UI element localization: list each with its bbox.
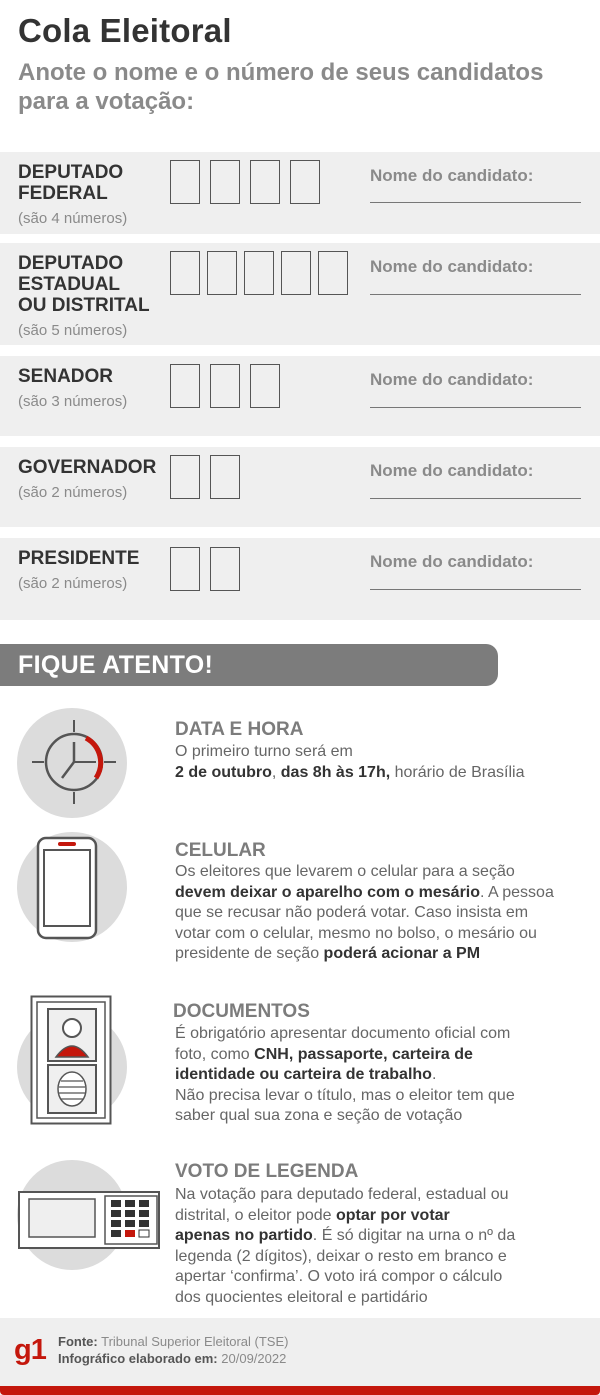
tip-emphasis: devem deixar o aparelho com o mesário <box>175 883 481 901</box>
candidate-name-field[interactable] <box>370 202 581 203</box>
page-subtitle: Anote o nome e o número de seus candidatos para a votação: <box>18 59 544 115</box>
digit-box[interactable] <box>170 455 200 499</box>
tip-run: . A pessoa <box>480 883 554 901</box>
tip-line <box>175 903 554 924</box>
tip-emphasis: identidade ou carteira de trabalho <box>175 1066 432 1083</box>
digit-box[interactable] <box>250 160 280 204</box>
office-label-line: GOVERNADOR <box>18 457 157 478</box>
tip-line <box>175 1288 515 1309</box>
tip-run: , <box>271 763 281 781</box>
digit-count-note: (são 3 números) <box>18 393 128 410</box>
office-label-line: OU DISTRITAL <box>18 295 150 316</box>
footer-source-label: Fonte: <box>58 1334 98 1349</box>
tip-run: presidente de seção <box>175 945 324 962</box>
tip-line <box>175 883 554 904</box>
office-label <box>18 548 139 569</box>
digit-boxes <box>170 364 290 408</box>
digit-box[interactable] <box>210 160 240 204</box>
tip-title-phone: CELULAR <box>175 840 266 861</box>
tip-line <box>175 1065 515 1086</box>
tip-line <box>175 862 554 883</box>
tip-run: legenda (2 dígitos), deixar o resto em branco e <box>175 1247 507 1265</box>
tip-run: apertar ‘confirma’. O voto irá compor o cálculo <box>175 1268 503 1285</box>
tip-line <box>175 1226 515 1247</box>
tip-run: O primeiro turno será em <box>175 743 353 760</box>
ballot-row <box>0 538 600 620</box>
tip-run: . <box>431 1066 437 1083</box>
tip-run: foto, como <box>175 1045 255 1063</box>
footer-date-label: Infográfico elaborado em: <box>58 1351 218 1366</box>
tip-line <box>175 1086 515 1107</box>
tip-run: . É só digitar na urna o nº da <box>312 1227 516 1244</box>
tip-emphasis: apenas no partido <box>175 1227 313 1244</box>
tip-emphasis: das 8h às 17h, <box>280 763 391 781</box>
tip-run: Os eleitores que levarem o celular para a seção <box>175 863 515 880</box>
digit-box[interactable] <box>318 251 348 295</box>
office-label <box>18 457 156 478</box>
tip-line <box>175 1045 515 1066</box>
office-label-line: PRESIDENTE <box>18 548 140 569</box>
tip-run: Não precisa levar o título, mas o eleitor tem que <box>175 1086 515 1104</box>
footer-red-bar <box>0 1386 600 1395</box>
clock-icon <box>30 718 118 806</box>
digit-box[interactable] <box>170 160 200 204</box>
digit-box[interactable] <box>290 160 320 204</box>
office-label <box>18 162 123 204</box>
tip-run: dos quocientes eleitoral e partidário <box>175 1288 428 1306</box>
tip-title-documents: DOCUMENTOS <box>173 1001 310 1022</box>
tip-line <box>175 1185 515 1206</box>
tip-line <box>175 1247 515 1268</box>
tip-run: que se recusar não poderá votar. Caso insista em <box>175 904 529 921</box>
footer-date <box>58 1351 286 1366</box>
digit-box[interactable] <box>250 364 280 408</box>
candidate-name-field[interactable] <box>370 589 581 590</box>
tip-text-documents <box>175 1024 515 1127</box>
attention-banner <box>0 644 498 686</box>
tip-title-date: DATA E HORA <box>175 719 304 740</box>
digit-boxes <box>170 547 250 591</box>
tip-text-phone <box>175 862 554 965</box>
candidate-name-field[interactable] <box>370 407 581 408</box>
ballot-machine-icon <box>17 1190 161 1250</box>
footer-date-value: 20/09/2022 <box>221 1351 287 1366</box>
digit-count-note: (são 5 números) <box>18 322 128 339</box>
page-title: Cola Eleitoral <box>18 12 232 49</box>
footer <box>0 1318 600 1395</box>
footer-source <box>58 1334 288 1349</box>
digit-box[interactable] <box>170 364 200 408</box>
candidate-name-label: Nome do candidato: <box>370 461 534 480</box>
ballot-row <box>0 152 600 234</box>
ballot-row <box>0 447 600 527</box>
candidate-name-label: Nome do candidato: <box>370 370 534 389</box>
candidate-name-field[interactable] <box>370 294 581 295</box>
tip-line <box>175 1106 515 1127</box>
digit-box[interactable] <box>281 251 311 295</box>
phone-icon <box>36 836 98 940</box>
digit-box[interactable] <box>207 251 237 295</box>
digit-box[interactable] <box>170 547 200 591</box>
digit-boxes <box>170 251 355 295</box>
office-label-line: DEPUTADO <box>18 253 124 274</box>
tip-line <box>175 1024 515 1045</box>
ballot-row <box>0 243 600 345</box>
office-label <box>18 253 150 316</box>
office-label-line: SENADOR <box>18 366 114 387</box>
tip-run: votar com o celular, mesmo no bolso, o mesário ou <box>175 924 537 942</box>
office-label-line: ESTADUAL <box>18 274 121 295</box>
digit-box[interactable] <box>210 547 240 591</box>
candidate-name-label: Nome do candidato: <box>370 552 534 571</box>
digit-box[interactable] <box>170 251 200 295</box>
candidate-name-field[interactable] <box>370 498 581 499</box>
g1-logo: g1 <box>14 1334 46 1366</box>
tip-emphasis: optar por votar <box>335 1206 450 1224</box>
office-label-line: FEDERAL <box>18 183 108 204</box>
office-label-line: DEPUTADO <box>18 162 124 183</box>
tip-text-date <box>175 742 524 783</box>
digit-box[interactable] <box>244 251 274 295</box>
tip-line <box>175 742 524 763</box>
tip-line <box>175 924 554 945</box>
office-label <box>18 366 113 387</box>
tip-text-party-vote <box>175 1185 515 1308</box>
digit-box[interactable] <box>210 455 240 499</box>
tip-run: É obrigatório apresentar documento oficial com <box>175 1025 511 1042</box>
digit-boxes <box>170 455 250 499</box>
tip-run: saber qual sua zona e seção de votação <box>175 1107 463 1124</box>
footer-source-value: Tribunal Superior Eleitoral (TSE) <box>101 1334 289 1349</box>
tip-run: distrital, o eleitor pode <box>175 1206 336 1224</box>
tip-emphasis: CNH, passaporte, carteira de <box>254 1045 473 1063</box>
digit-count-note: (são 2 números) <box>18 484 128 501</box>
ballot-row <box>0 356 600 436</box>
tip-line <box>175 763 524 784</box>
tip-emphasis: poderá acionar a PM <box>323 945 481 962</box>
tip-line <box>175 1267 515 1288</box>
candidate-name-label: Nome do candidato: <box>370 166 534 185</box>
digit-count-note: (são 4 números) <box>18 210 128 227</box>
digit-box[interactable] <box>210 364 240 408</box>
tip-emphasis: 2 de outubro <box>175 763 272 781</box>
tip-run: Na votação para deputado federal, estadual ou <box>175 1186 509 1203</box>
candidate-name-label: Nome do candidato: <box>370 257 534 276</box>
tip-run: horário de Brasília <box>390 763 525 781</box>
tip-line <box>175 1206 515 1227</box>
digit-boxes <box>170 160 330 204</box>
attention-banner-label: FIQUE ATENTO! <box>18 651 214 679</box>
id-document-icon <box>30 995 112 1125</box>
tip-title-party-vote: VOTO DE LEGENDA <box>175 1161 359 1182</box>
tip-line <box>175 944 554 965</box>
digit-count-note: (são 2 números) <box>18 575 128 592</box>
